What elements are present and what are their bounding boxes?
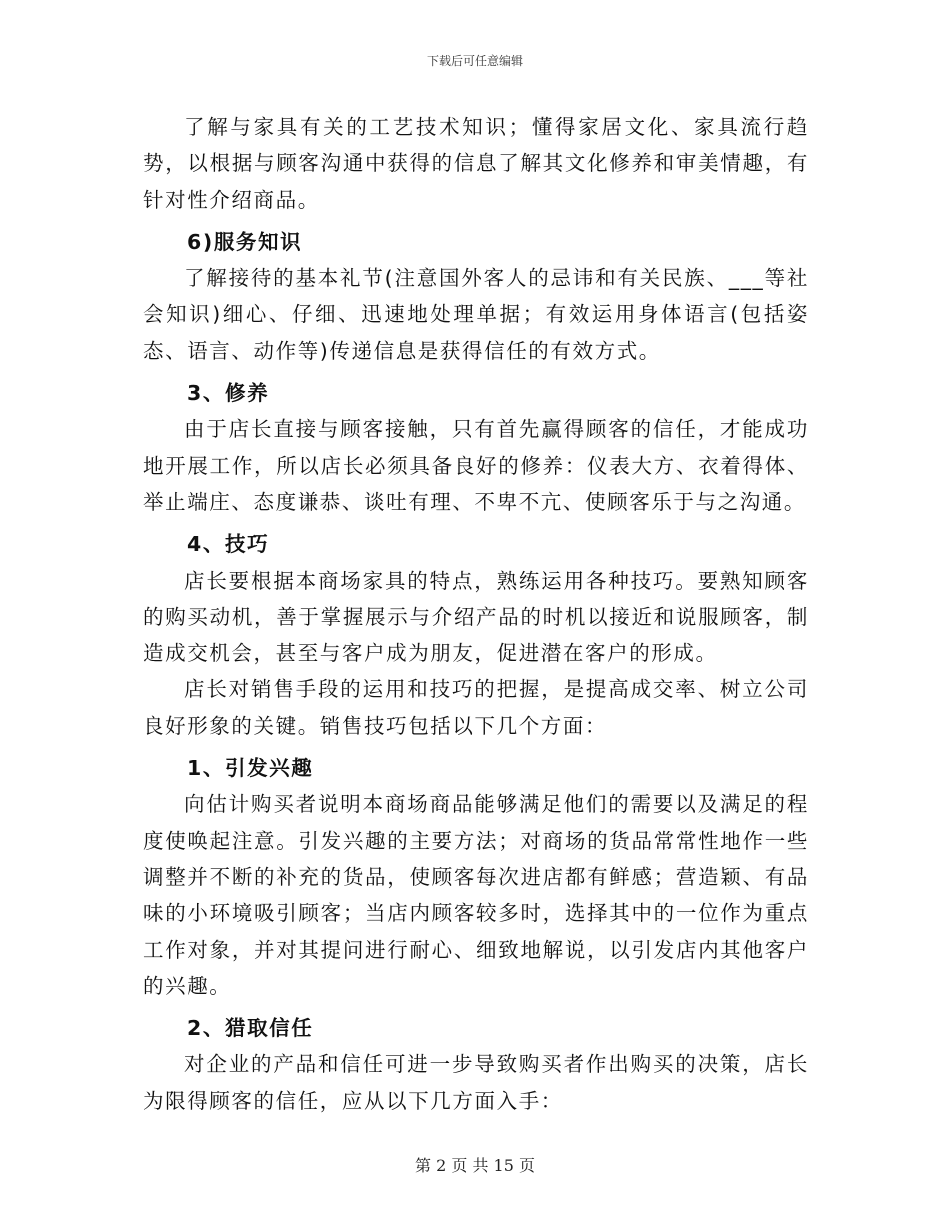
heading-gain-trust: 2、猎取信任 (187, 1016, 314, 1041)
paragraph-cultivation: 由于店长直接与顾客接触，只有首先赢得顾客的信任，才能成功地开展工作，所以店长必须具备良好的修养：仪表大方、衣着得体、举止端庄、态度谦恭、谈吐有理、不卑不亢、使顾客乐于与之沟通。 (143, 417, 809, 514)
paragraph-gain-trust: 对企业的产品和信任可进一步导致购买者作出购买的决策，店长为限得顾客的信任，应从以下几方面入手： (143, 1052, 809, 1113)
heading-skills: 4、技巧 (187, 532, 270, 557)
page-number-footer: 第 2 页 共 15 页 (415, 1156, 535, 1175)
heading-cultivation: 3、修养 (187, 381, 270, 406)
paragraph-craft-knowledge: 了解与家具有关的工艺技术知识；懂得家居文化、家具流行趋势，以根据与顾客沟通中获得的信息了解其文化修养和审美情趣，有针对性介绍商品。 (143, 115, 809, 212)
paragraph-service-etiquette: 了解接待的基本礼节(注意国外客人的忌讳和有关民族、___等社会知识)细心、仔细、迅速地处理单据；有效运用身体语言(包括姿态、语言、动作等)传递信息是获得信任的有效方式。 (143, 266, 809, 363)
document-body (143, 109, 809, 1119)
paragraph-skills: 店长要根据本商场家具的特点，熟练运用各种技巧。要熟知顾客的购买动机，善于掌握展示与介绍产品的时机以接近和说服顾客，制造成交机会，甚至与客户成为朋友，促进潜在客户的形成。 (143, 568, 809, 666)
heading-service-knowledge: 6)服务知识 (187, 229, 303, 254)
paragraph-sales-techniques: 店长对销售手段的运用和技巧的把握，是提高成交率、树立公司良好形象的关键。销售技巧包括以下几个方面： (143, 677, 809, 738)
header-note: 下载后可任意编辑 (426, 54, 523, 68)
heading-arouse-interest: 1、引发兴趣 (187, 756, 314, 781)
paragraph-arouse-interest: 向估计购买者说明本商场商品能够满足他们的需要以及满足的程度使唤起注意。引发兴趣的主要方法；对商场的货品常常性地作一些调整并不断的补充的货品，使顾客每次进店都有鲜感；营造颖、有品味的小环境吸引顾客；当店内顾客较多时，选择其中的一位作为重点工作对象，并对其提问进行耐心、细致地解说，以引发店内其他客户的兴趣。 (143, 792, 809, 998)
